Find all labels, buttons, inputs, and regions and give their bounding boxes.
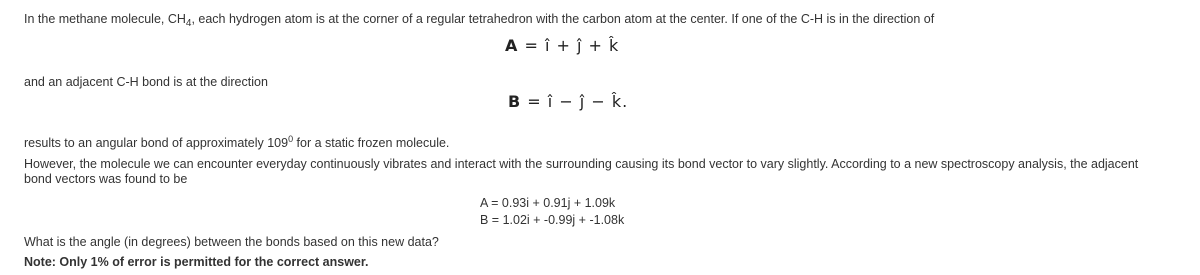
however-paragraph: However, the molecule we can encounter everyday continuously vibrates and interact with the surrounding causing its bond vector to vary slightly. According to a new spectroscopy analysis, the adjacent bond vectors was found to be: [24, 157, 1139, 186]
results-text: [24, 136, 449, 152]
intro-text-part2: , each hydrogen atom is at the corner of a regular tetrahedron with the carbon atom at the center. If one of the C-H is in the direction of: [191, 12, 935, 26]
adjacent-text: and an adjacent C-H bond is at the direction: [24, 75, 268, 89]
intro-text-part1: In the methane molecule, CH: [24, 12, 186, 26]
vector-b-measured: B = 1.02i + -0.99j + -1.08k: [480, 213, 625, 227]
vector-a-measured: A = 0.93i + 0.91j + 1.09k: [480, 196, 616, 210]
results-text-part1: results to an angular bond of approximately 109: [24, 136, 289, 150]
equation-b-body: = î − ĵ − k̂.: [521, 92, 629, 111]
equation-a-label: A: [505, 36, 519, 55]
note-text: Note: Only 1% of error is permitted for the correct answer.: [24, 255, 369, 269]
intro-text: [24, 12, 934, 28]
equation-a-body: = î + ĵ + k̂: [518, 36, 620, 55]
equation-b-label: B: [508, 92, 522, 111]
equation-b: [508, 92, 628, 111]
ch4-subscript: 4: [185, 18, 192, 29]
question-text: What is the angle (in degrees) between the bonds based on this new data?: [24, 235, 439, 249]
results-text-part2: for a static frozen molecule.: [293, 136, 450, 150]
degree-superscript: 0: [288, 134, 294, 144]
equation-a: [505, 36, 619, 55]
